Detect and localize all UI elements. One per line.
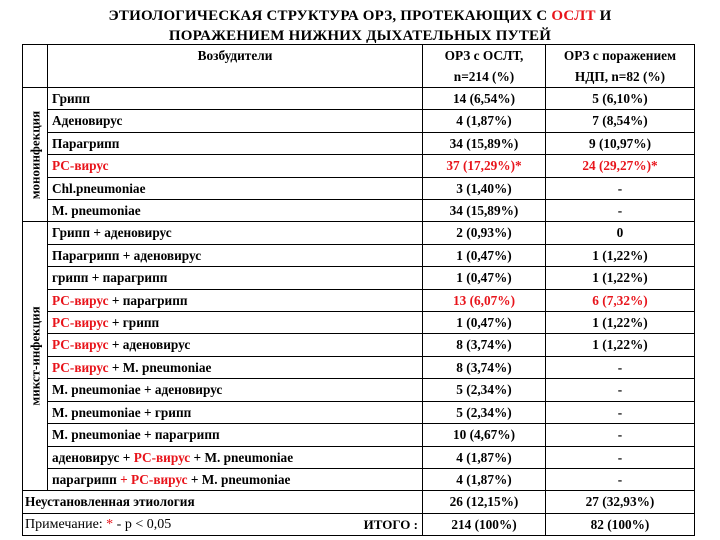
table-row (23, 289, 695, 311)
name-part: M. pneumoniae + аденовирус (52, 382, 223, 398)
value-oslt: 8 (3,74%) (423, 334, 546, 356)
value-oslt: 34 (15,89%) (423, 132, 546, 154)
value-ndp: - (546, 424, 695, 446)
value-oslt: 4 (1,87%) (423, 446, 546, 468)
header-pathogens: Возбудители (48, 45, 423, 88)
table-row (23, 468, 695, 490)
value-oslt: 4 (1,87%) (423, 110, 546, 132)
name-part: + грипп (108, 315, 160, 331)
value-oslt: 13 (6,07%) (423, 289, 546, 311)
note-star: * (106, 516, 114, 532)
value-ndp: - (546, 356, 695, 378)
name-part: M. pneumoniae + парагрипп (52, 427, 220, 443)
name-part: аденовирус + (52, 449, 134, 465)
name-part: + M. pneumoniae (108, 359, 212, 375)
row-name (48, 379, 423, 401)
note-pvalue: - р < 0,05 (113, 516, 172, 532)
row-name (48, 110, 423, 132)
row-name (48, 222, 423, 244)
row-name (48, 88, 423, 110)
row-name (48, 424, 423, 446)
table-row (23, 222, 695, 244)
name-part: РС-вирус (52, 337, 109, 353)
header-corner (23, 45, 48, 88)
row-name (48, 401, 423, 423)
row-name (48, 312, 423, 334)
table-row (23, 312, 695, 334)
name-part: Грипп + аденовирус (52, 225, 172, 241)
value-oslt: 1 (0,47%) (423, 244, 546, 266)
value-ndp: 0 (546, 222, 695, 244)
value-ndp: 7 (8,54%) (546, 110, 695, 132)
unknown-row (23, 491, 695, 513)
name-part: M. pneumoniae (52, 203, 141, 219)
total-label: ИТОГО : (363, 516, 418, 532)
table-row (23, 356, 695, 378)
table-row (23, 401, 695, 423)
row-name (48, 334, 423, 356)
table-row (23, 446, 695, 468)
value-oslt: 2 (0,93%) (423, 222, 546, 244)
name-part: РС-вирус (52, 158, 109, 174)
name-part: РС-вирус (52, 359, 109, 375)
name-part: Аденовирус (52, 113, 123, 129)
header-row (23, 45, 695, 88)
row-name (48, 132, 423, 154)
table-row (23, 334, 695, 356)
note-cell (23, 513, 423, 535)
name-part: парагрипп (52, 471, 121, 487)
value-ndp: 1 (1,22%) (546, 312, 695, 334)
total-row (23, 513, 695, 535)
table-row (23, 132, 695, 154)
value-oslt: 8 (3,74%) (423, 356, 546, 378)
value-ndp: - (546, 401, 695, 423)
row-name (48, 267, 423, 289)
value-ndp: - (546, 379, 695, 401)
table-row (23, 200, 695, 222)
name-part: Парагрипп (52, 135, 120, 151)
value-ndp: - (546, 446, 695, 468)
value-oslt: 10 (4,67%) (423, 424, 546, 446)
row-name (48, 177, 423, 199)
table-row (23, 155, 695, 177)
value-oslt: 37 (17,29%)* (423, 155, 546, 177)
name-part: Chl.pneumoniae (52, 180, 146, 196)
name-part: + аденовирус (108, 337, 191, 353)
table-row (23, 88, 695, 110)
name-part: РС-вирус (52, 315, 109, 331)
table-row (23, 424, 695, 446)
value-oslt: 5 (2,34%) (423, 379, 546, 401)
note-text: Примечание: (25, 516, 107, 532)
name-part: грипп + парагрипп (52, 270, 168, 286)
value-ndp: - (546, 468, 695, 490)
name-part: РС-вирус (52, 292, 109, 308)
unknown-oslt: 26 (12,15%) (423, 491, 546, 513)
name-part: + парагрипп (108, 292, 188, 308)
name-part: Парагрипп + аденовирус (52, 247, 202, 263)
value-oslt: 1 (0,47%) (423, 267, 546, 289)
mono-group-text: моноинфекция (27, 110, 43, 199)
mixed-group-text: микст-инфекция (27, 306, 43, 406)
value-ndp: 5 (6,10%) (546, 88, 695, 110)
row-name (48, 200, 423, 222)
name-part: + M. pneumoniae (190, 449, 294, 465)
header-col-ndp: ОРЗ с поражением НДП, n=82 (%) (546, 45, 695, 88)
header-col-oslt: ОРЗ с ОСЛТ, n=214 (%) (423, 45, 546, 88)
etiology-table (22, 44, 695, 536)
unknown-label: Неустановленная этиология (23, 491, 423, 513)
unknown-ndp: 27 (32,93%) (546, 491, 695, 513)
title-line-2: ПОРАЖЕНИЕМ НИЖНИХ ДЫХАТЕЛЬНЫХ ПУТЕЙ (168, 28, 552, 44)
value-ndp: 24 (29,27%)* (546, 155, 695, 177)
table-row (23, 267, 695, 289)
value-ndp: - (546, 177, 695, 199)
table-row (23, 379, 695, 401)
value-ndp: - (546, 200, 695, 222)
row-name (48, 155, 423, 177)
value-oslt: 4 (1,87%) (423, 468, 546, 490)
table-row (23, 110, 695, 132)
total-ndp: 82 (100%) (546, 513, 695, 535)
row-name (48, 446, 423, 468)
row-name (48, 244, 423, 266)
value-oslt: 14 (6,54%) (423, 88, 546, 110)
value-oslt: 5 (2,34%) (423, 401, 546, 423)
mixed-group-label (23, 222, 48, 491)
value-oslt: 1 (0,47%) (423, 312, 546, 334)
value-ndp: 9 (10,97%) (546, 132, 695, 154)
total-oslt: 214 (100%) (423, 513, 546, 535)
value-oslt: 34 (15,89%) (423, 200, 546, 222)
value-oslt: 3 (1,40%) (423, 177, 546, 199)
value-ndp: 1 (1,22%) (546, 334, 695, 356)
name-part: Грипп (52, 91, 91, 106)
name-part: РС-вирус (133, 449, 191, 465)
value-ndp: 1 (1,22%) (546, 267, 695, 289)
name-part: + M. pneumoniae (187, 471, 291, 487)
row-name (48, 468, 423, 490)
row-name (48, 356, 423, 378)
title-line-1: ЭТИОЛОГИЧЕСКАЯ СТРУКТУРА ОРЗ, ПРОТЕКАЮЩИХ С ОСЛТ И (108, 8, 612, 24)
value-ndp: 6 (7,32%) (546, 289, 695, 311)
name-part: + РС-вирус (120, 471, 188, 487)
table-row (23, 177, 695, 199)
mono-group-label (23, 88, 48, 222)
title-oslt: ОСЛТ (551, 8, 596, 24)
slide-title (0, 6, 720, 46)
row-name (48, 289, 423, 311)
name-part: M. pneumoniae + грипп (52, 404, 192, 420)
table-row (23, 244, 695, 266)
value-ndp: 1 (1,22%) (546, 244, 695, 266)
